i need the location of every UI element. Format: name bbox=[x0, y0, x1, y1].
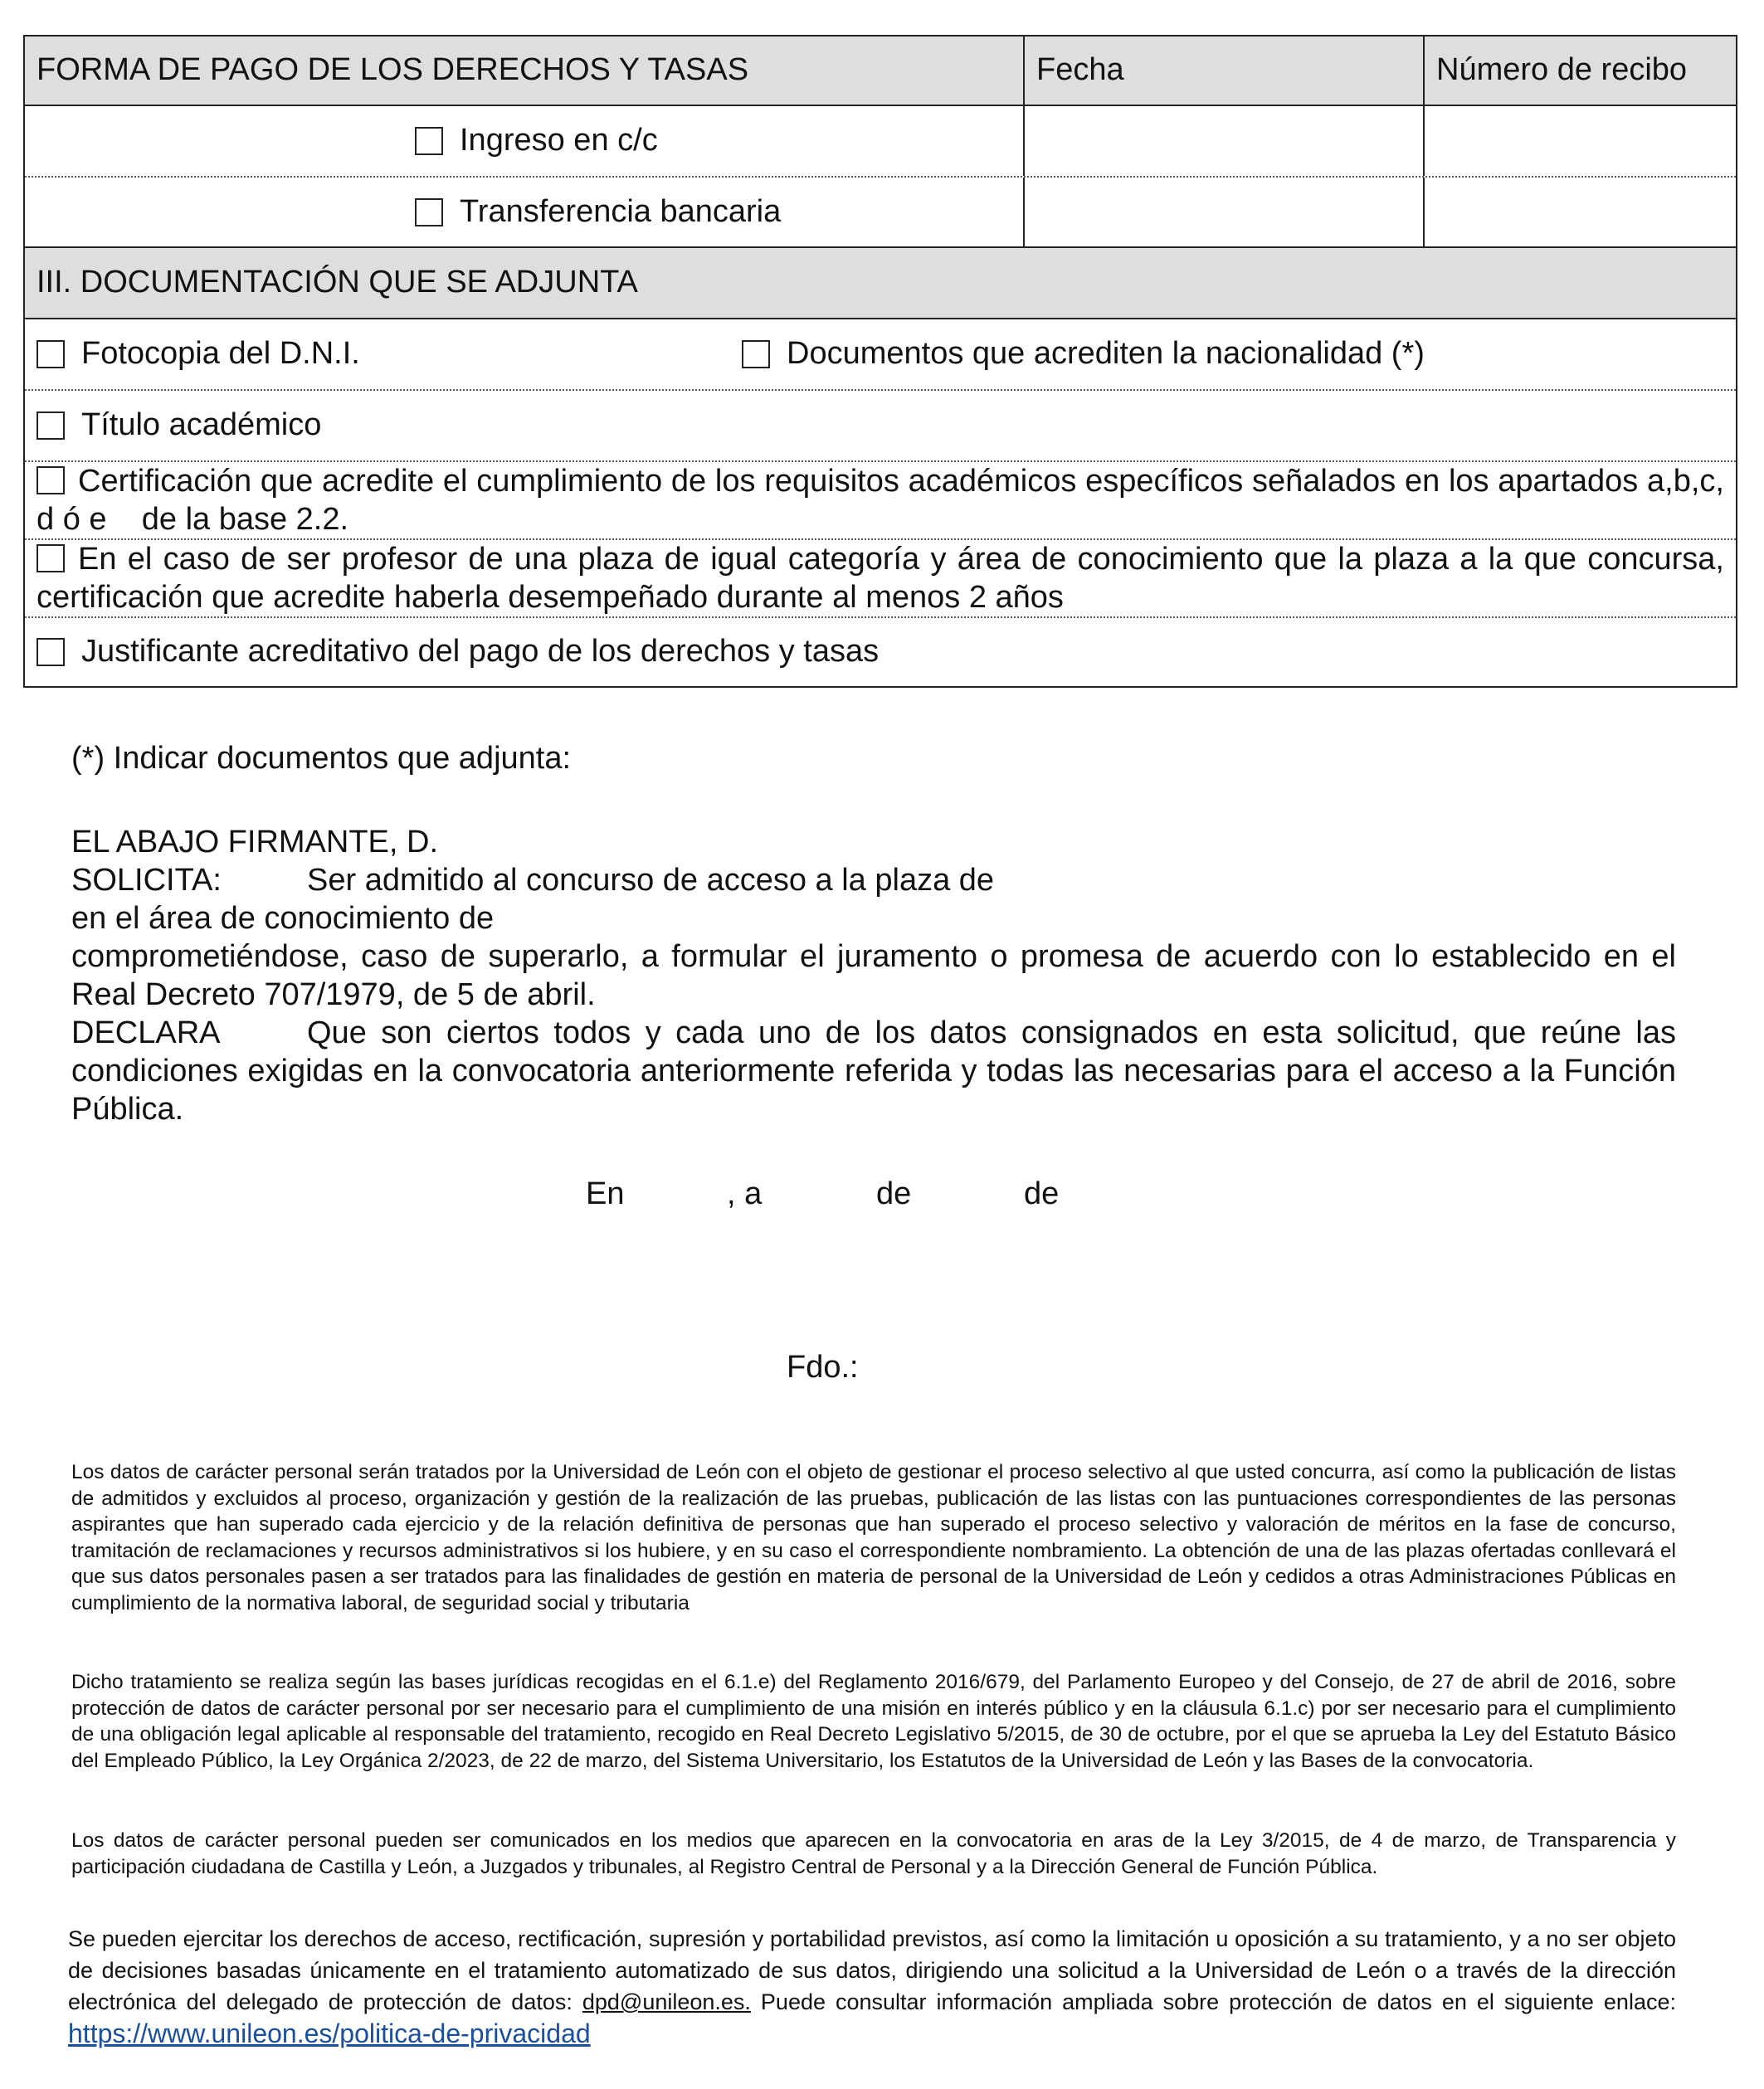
bank-transfer-checkbox[interactable] bbox=[415, 198, 443, 226]
payment-option-bank-transfer bbox=[25, 178, 1023, 246]
bank-transfer-receipt-field[interactable] bbox=[1423, 178, 1736, 246]
documentation-title: III. DOCUMENTACIÓN QUE SE ADJUNTA bbox=[37, 265, 638, 300]
payment-proof-label: Justificante acreditativo del pago de los derechos y tasas bbox=[81, 634, 880, 670]
teacher-cert-label: En el caso de ser profesor de una plaza de igual categoría y área de conocimiento que la plaza a la que concursa, certificación que acredite haberla desempeñado durante al menos 2 años bbox=[37, 542, 1724, 615]
declara-paragraph bbox=[71, 1014, 1676, 1128]
solicita-line bbox=[71, 861, 994, 899]
rights-text: Se pueden ejercitar los derechos de acceso, rectificación, supresión y portabilidad previstos, así como la limitación u oposición a su tratamiento, y a no ser objeto de decisiones basadas únicamente en el tratamiento automatizado de sus datos, dirigiendo una solicitud a la Universidad de León o a través de la dirección electrónica del delegado de protección de datos: bbox=[68, 1926, 1676, 2014]
bank-transfer-label: Transferencia bancaria bbox=[460, 193, 782, 229]
bank-deposit-label: Ingreso en c/c bbox=[460, 123, 658, 158]
commitment-paragraph: comprometiéndose, caso de superarlo, a formular el juramento o promesa de acuerdo con lo establecido en el Real Decreto 707/1979, de 5 de abril. bbox=[71, 939, 1676, 1012]
payment-proof-checkbox[interactable] bbox=[37, 638, 65, 666]
receipt-number-header: Número de recibo bbox=[1423, 37, 1736, 105]
documentation-row bbox=[25, 391, 1736, 462]
doc-cert-requirements-item bbox=[25, 462, 1736, 538]
doc-payment-proof-item bbox=[25, 618, 1736, 686]
privacy-policy-link[interactable]: https://www.unileon.es/politica-de-privacidad bbox=[68, 2018, 591, 2048]
date-year-label: de bbox=[1024, 1176, 1060, 1211]
doc-degree-item bbox=[25, 391, 1736, 460]
teacher-cert-checkbox[interactable] bbox=[37, 544, 65, 572]
declara-label: DECLARA bbox=[71, 1015, 221, 1050]
documentation-row bbox=[25, 462, 1736, 540]
bank-deposit-checkbox[interactable] bbox=[415, 127, 443, 155]
privacy-paragraph-3: Los datos de carácter personal pueden ser comunicados en los medios que aparecen en la convocatoria en aras de la Ley 3/2015, de 4 de marzo, de Transparencia y participación ciudadana de Castilla y León, a Juzgados y tribunales, al Registro Central de Personal y a la Dirección General de Función Pública. bbox=[71, 1829, 1676, 1878]
cert-requirements-label: Certificación que acredite el cumplimiento de los requisitos académicos específicos señalados en los apartados a,b,c, d ó e de la base 2.2. bbox=[37, 464, 1724, 537]
nationality-checkbox[interactable] bbox=[742, 340, 770, 368]
place-label: En bbox=[586, 1176, 625, 1211]
documentation-row bbox=[25, 540, 1736, 618]
payment-header-row bbox=[25, 37, 1736, 106]
degree-checkbox[interactable] bbox=[37, 411, 65, 440]
date-day-label: , a bbox=[727, 1176, 763, 1211]
cert-requirements-checkbox[interactable] bbox=[37, 466, 65, 494]
nationality-label: Documentos que acrediten la nacionalidad (*) bbox=[787, 336, 1425, 372]
dni-label: Fotocopia del D.N.I. bbox=[81, 336, 360, 372]
rights-text-2: Puede consultar información ampliada sobre protección de datos en el siguiente enlace: bbox=[750, 1989, 1676, 2014]
payment-option-row bbox=[25, 106, 1736, 178]
documentation-header-row bbox=[25, 248, 1736, 319]
dni-checkbox[interactable] bbox=[37, 340, 65, 368]
doc-teacher-cert-item bbox=[25, 540, 1736, 616]
doc-dni-item bbox=[25, 319, 730, 389]
dpo-email-link[interactable]: dpd@unileon.es. bbox=[582, 1989, 751, 2014]
signature-label: Fdo.: bbox=[787, 1350, 859, 1385]
date-header: Fecha bbox=[1023, 37, 1423, 105]
degree-label: Título académico bbox=[81, 407, 322, 443]
attached-documents-note: (*) Indicar documentos que adjunta: bbox=[71, 741, 572, 776]
payment-method-header: FORMA DE PAGO DE LOS DERECHOS Y TASAS bbox=[37, 52, 749, 88]
date-month-label: de bbox=[876, 1176, 912, 1211]
bank-deposit-receipt-field[interactable] bbox=[1423, 106, 1736, 176]
knowledge-area-line: en el área de conocimiento de bbox=[71, 901, 495, 936]
solicita-label: SOLICITA: bbox=[71, 863, 222, 898]
privacy-paragraph-1: Los datos de carácter personal serán tratados por la Universidad de León con el objeto de gestionar el proceso selectivo al que usted concurra, así como la publicación de listas de admitidos y excluidos al proceso, organización y gestión de la realización de las pruebas, publicación de las listas con las puntuaciones correspondientes de las personas aspirantes que han superado cada ejercicio y de la relación definitiva de personas que han superado el proceso selectivo y valoración de méritos en la fase de concurso, tramitación de reclamaciones y recursos administrativos si los hubiere, y en su caso el correspondiente nombramiento. La obtención de una de las plazas ofertadas conllevará el que sus datos personales pasen a ser tratados para las finalidades de gestión en materia de personal de la Universidad de León y cedidos a otras Administraciones Públicas en cumplimiento de la normativa laboral, de seguridad social y tributaria bbox=[71, 1461, 1676, 1614]
privacy-paragraph-4 bbox=[68, 1923, 1676, 2051]
payment-option-row bbox=[25, 178, 1736, 248]
documentation-row bbox=[25, 618, 1736, 686]
documentation-row bbox=[25, 319, 1736, 391]
bank-deposit-date-field[interactable] bbox=[1023, 106, 1423, 176]
doc-nationality-item bbox=[730, 319, 1736, 389]
declara-text: Que son ciertos todos y cada uno de los datos consignados en esta solicitud, que reúne las condiciones exigidas en la convocatoria anteriormente referida y todas las necesarias para el acceso a la Función Pública. bbox=[71, 1015, 1676, 1127]
payment-option-bank-deposit bbox=[25, 106, 1023, 176]
solicita-text: Ser admitido al concurso de acceso a la plaza de bbox=[307, 863, 995, 898]
privacy-paragraph-2: Dicho tratamiento se realiza según las bases jurídicas recogidas en el 6.1.e) del Reglamento 2016/679, del Parlamento Europeo y del Consejo, de 27 de abril de 2016, sobre protección de datos de carácter personal por ser necesario para el cumplimiento de una misión en interés público y en la cláusula 6.1.c) por ser necesario para el cumplimiento de una obligación legal aplicable al responsable del tratamiento, recogido en Real Decreto Legislativo 5/2015, de 30 de octubre, por el que se aprueba la Ley del Estatuto Básico del Empleado Público, la Ley Orgánica 2/2023, de 22 de marzo, del Sistema Universitario, los Estatutos de la Universidad de León y las Bases de la convocatoria. bbox=[71, 1671, 1676, 1772]
bank-transfer-date-field[interactable] bbox=[1023, 178, 1423, 246]
signer-line: EL ABAJO FIRMANTE, D. bbox=[71, 825, 439, 859]
application-table bbox=[23, 35, 1737, 688]
